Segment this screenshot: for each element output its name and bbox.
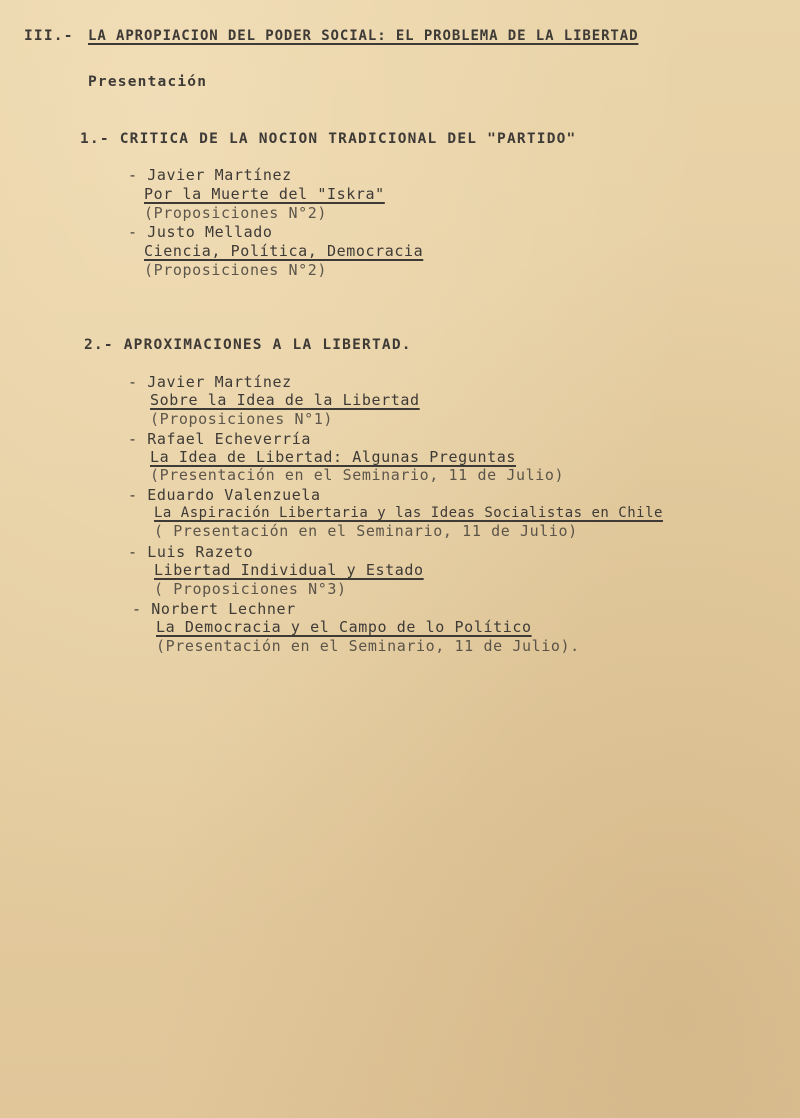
section-1-title: 1.- CRITICA DE LA NOCION TRADICIONAL DEL "PARTIDO" bbox=[80, 131, 577, 147]
entry-author: - Luis Razeto bbox=[128, 543, 254, 561]
entry-author: - Justo Mellado bbox=[128, 223, 273, 241]
chapter-number: III.- bbox=[24, 28, 74, 44]
entry-note: (Proposiciones N°2) bbox=[144, 204, 327, 222]
entry-note: ( Proposiciones N°3) bbox=[154, 580, 347, 598]
entry-title: La Idea de Libertad: Algunas Preguntas bbox=[150, 448, 516, 466]
entry-note: (Proposiciones N°1) bbox=[150, 410, 333, 428]
entry-title: La Democracia y el Campo de lo Político bbox=[156, 618, 532, 636]
entry-author: - Rafael Echeverría bbox=[128, 430, 311, 448]
entry-author: - Javier Martínez bbox=[128, 166, 292, 184]
entry-note: (Proposiciones N°2) bbox=[144, 261, 327, 279]
entry-author: - Eduardo Valenzuela bbox=[128, 486, 321, 504]
entry-note: (Presentación en el Seminario, 11 de Julio) bbox=[150, 466, 565, 484]
presentation-label: Presentación bbox=[88, 74, 208, 90]
entry-title: Por la Muerte del "Iskra" bbox=[144, 185, 385, 203]
entry-title: La Aspiración Libertaria y las Ideas Socialistas en Chile bbox=[154, 505, 663, 521]
section-2-title: 2.- APROXIMACIONES A LA LIBERTAD. bbox=[84, 337, 412, 353]
entry-title: Sobre la Idea de la Libertad bbox=[150, 391, 420, 409]
entry-note: (Presentación en el Seminario, 11 de Julio). bbox=[156, 637, 580, 655]
entry-author: - Javier Martínez bbox=[128, 373, 292, 391]
entry-title: Libertad Individual y Estado bbox=[154, 561, 424, 579]
entry-title: Ciencia, Política, Democracia bbox=[144, 242, 424, 260]
entry-note: ( Presentación en el Seminario, 11 de Julio) bbox=[154, 522, 578, 540]
entry-author: - Norbert Lechner bbox=[132, 600, 296, 618]
chapter-title: LA APROPIACION DEL PODER SOCIAL: EL PROBLEMA DE LA LIBERTAD bbox=[88, 28, 639, 44]
